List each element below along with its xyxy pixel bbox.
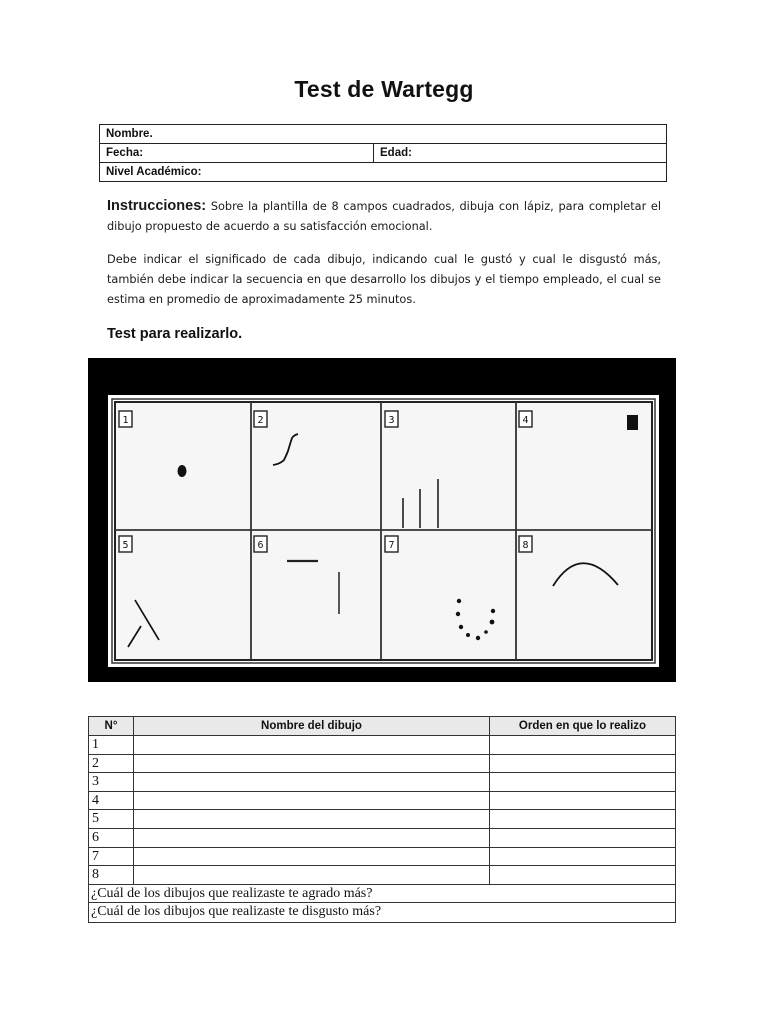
field-5[interactable] bbox=[119, 536, 132, 552]
field-number: 7 bbox=[388, 540, 395, 551]
grid-inner-border bbox=[115, 402, 652, 660]
page-title: Test de Wartegg bbox=[294, 76, 474, 102]
order-cell[interactable] bbox=[490, 773, 675, 791]
header-drawing-name: Nombre del dibujo bbox=[134, 717, 490, 735]
order-cell[interactable] bbox=[490, 810, 675, 828]
field-number: 4 bbox=[522, 415, 529, 426]
name-field[interactable]: Nombre. bbox=[106, 128, 153, 140]
answers-table bbox=[88, 716, 676, 923]
row-number: 8 bbox=[89, 866, 134, 884]
table-header bbox=[89, 717, 675, 736]
field-3[interactable] bbox=[385, 411, 398, 427]
table-row bbox=[89, 829, 675, 848]
stimulus-black-square bbox=[627, 415, 638, 430]
instructions-paragraph bbox=[107, 196, 661, 237]
row-number: 3 bbox=[89, 773, 134, 791]
drawing-name-cell[interactable] bbox=[134, 848, 490, 866]
age-field[interactable]: Edad: bbox=[380, 147, 412, 159]
row-number: 5 bbox=[89, 810, 134, 828]
table-row bbox=[89, 866, 675, 885]
field-number: 3 bbox=[388, 415, 395, 426]
order-cell[interactable] bbox=[490, 866, 675, 884]
drawing-name-cell[interactable] bbox=[134, 773, 490, 791]
field-7[interactable] bbox=[385, 536, 398, 552]
drawing-name-cell[interactable] bbox=[134, 792, 490, 810]
field-1[interactable] bbox=[119, 411, 132, 427]
field-number: 8 bbox=[522, 540, 529, 551]
date-field[interactable]: Fecha: bbox=[100, 144, 374, 162]
details-paragraph: Debe indicar el significado de cada dibujo, indicando cual le gustó y cual le disgustó más, también debe indicar la secuencia en que desarrollo los dibujos y el tiempo empleado, el cual se estima en promedio de aproximadamente 25 minutos. bbox=[107, 253, 661, 306]
wartegg-grid bbox=[88, 358, 676, 682]
stimulus-dot bbox=[178, 465, 187, 477]
table-row bbox=[89, 755, 675, 774]
row-number: 6 bbox=[89, 829, 134, 847]
order-cell[interactable] bbox=[490, 792, 675, 810]
table-row bbox=[89, 736, 675, 755]
name-row bbox=[100, 125, 666, 144]
table-row bbox=[89, 773, 675, 792]
order-cell[interactable] bbox=[490, 829, 675, 847]
header-number: N° bbox=[89, 717, 134, 735]
drawing-name-cell[interactable] bbox=[134, 736, 490, 754]
drawing-name-cell[interactable] bbox=[134, 755, 490, 773]
field-number: 5 bbox=[122, 540, 129, 551]
order-cell[interactable] bbox=[490, 755, 675, 773]
drawing-name-cell[interactable] bbox=[134, 866, 490, 884]
order-cell[interactable] bbox=[490, 736, 675, 754]
wartegg-drawing-panel bbox=[88, 358, 676, 682]
date-age-row bbox=[100, 144, 666, 163]
instructions-label: Instrucciones: bbox=[107, 198, 207, 214]
student-info-table bbox=[99, 124, 667, 182]
row-number: 4 bbox=[89, 792, 134, 810]
table-row bbox=[89, 810, 675, 829]
row-number: 2 bbox=[89, 755, 134, 773]
question-disliked-row[interactable]: ¿Cuál de los dibujos que realizaste te disgusto más? bbox=[91, 904, 382, 920]
field-8[interactable] bbox=[519, 536, 532, 552]
academic-level-field[interactable]: Nivel Académico: bbox=[106, 166, 202, 178]
field-number: 6 bbox=[257, 540, 264, 551]
header-order: Orden en que lo realizo bbox=[518, 720, 647, 732]
drawing-name-cell[interactable] bbox=[134, 810, 490, 828]
table-row bbox=[89, 792, 675, 811]
level-row bbox=[100, 163, 666, 181]
test-subtitle: Test para realizarlo. bbox=[107, 326, 243, 342]
row-number: 7 bbox=[89, 848, 134, 866]
field-number: 2 bbox=[257, 415, 264, 426]
question-liked-row[interactable]: ¿Cuál de los dibujos que realizaste te agrado más? bbox=[89, 885, 675, 904]
row-number: 1 bbox=[89, 736, 134, 754]
field-2[interactable] bbox=[254, 411, 267, 427]
table-row bbox=[89, 848, 675, 867]
field-6[interactable] bbox=[254, 536, 267, 552]
drawing-name-cell[interactable] bbox=[134, 829, 490, 847]
field-4[interactable] bbox=[519, 411, 532, 427]
field-number: 1 bbox=[122, 415, 129, 426]
order-cell[interactable] bbox=[490, 848, 675, 866]
instructions-text: Sobre la plantilla de 8 campos cuadrados, dibuja con lápiz, para completar el dibujo propuesto de acuerdo a su satisfacción emocional. bbox=[107, 200, 661, 233]
